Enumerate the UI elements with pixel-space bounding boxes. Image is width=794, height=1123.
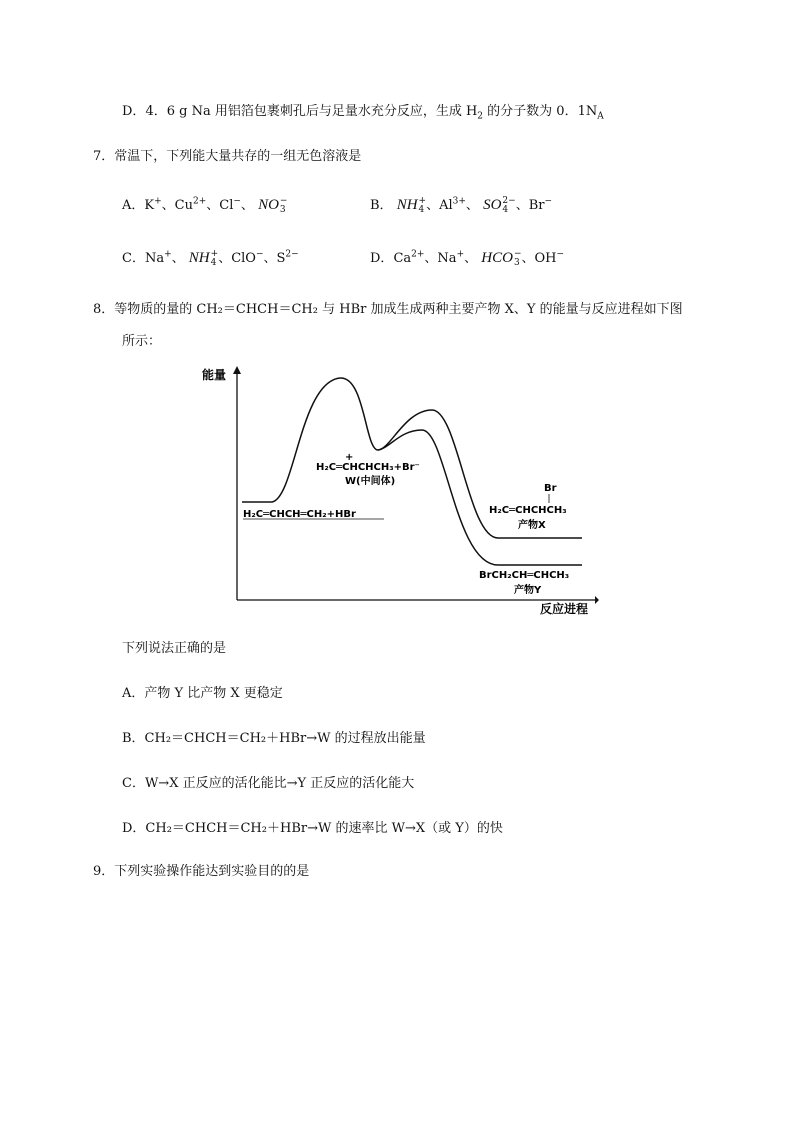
intermediate-name: W(中间体) (345, 476, 396, 487)
product-y-name: 产物Y (514, 585, 542, 596)
intermediate-charge: + (345, 452, 354, 463)
q7-stem: 7．常温下，下列能大量共存的一组无色溶液是 (93, 149, 362, 164)
reactant-label: H₂C═CHCH═CH₂+HBr (243, 509, 356, 520)
q7-option-d: D．$Ca^{2+}$、Na+、 HCO − 3 、OH− (370, 248, 565, 268)
x-axis-arrow (595, 596, 599, 604)
product-x-br: Br (544, 483, 557, 494)
q6-option-d: D．4．6 g Na 用铝箔包裹刺孔后与足量水充分反应，生成 $H_2$ 的分子数为 0．$1N_A$ (122, 104, 604, 122)
q8-ask: 下列说法正确的是 (122, 641, 227, 656)
product-x-name: 产物X (518, 520, 546, 531)
q7-option-b: B． NH + 4 、$Al^{3+}$、 SO 2− 4 、Br− (370, 195, 553, 215)
intermediate-formula: H₂C═CHCHCH₃+Br⁻ (316, 462, 420, 473)
q8-stem-cont: 所示： (122, 334, 162, 349)
q7-option-c: C．Na+、 NH + 4 、ClO−、$S^{2-}$ (122, 248, 299, 268)
x-axis-label: 反应进程 (540, 602, 589, 616)
q9-stem: 9．下列实验操作能达到实验目的的是 (93, 864, 310, 879)
q7-option-a: A．K+、$Cu^{2+}$、Cl−、 NO − 3 (122, 195, 288, 215)
y-axis-label: 能量 (202, 368, 227, 382)
q8-option-d: D．CH₂＝CHCH＝CH₂＋HBr→W 的速率比 W→X（或 Y）的快 (122, 821, 503, 836)
energy-diagram (200, 360, 600, 620)
q8-option-a: A．产物 Y 比产物 X 更稳定 (122, 686, 283, 701)
q8-option-c: C．W→X 正反应的活化能比→Y 正反应的活化能大 (122, 776, 415, 791)
product-x-formula: H₂C═CHCHCH₃ (489, 505, 567, 516)
y-axis-arrow (233, 366, 241, 374)
curve-product-y (378, 430, 582, 565)
q8-stem: 8．等物质的量的 CH₂＝CHCH＝CH₂ 与 HBr 加成生成两种主要产物 X、Y 的能量与反应进程如下图 (93, 302, 683, 317)
q8-option-b: B．CH₂＝CHCH＝CH₂＋HBr→W 的过程放出能量 (122, 731, 426, 746)
product-y-formula: BrCH₂CH═CHCH₃ (479, 570, 570, 581)
